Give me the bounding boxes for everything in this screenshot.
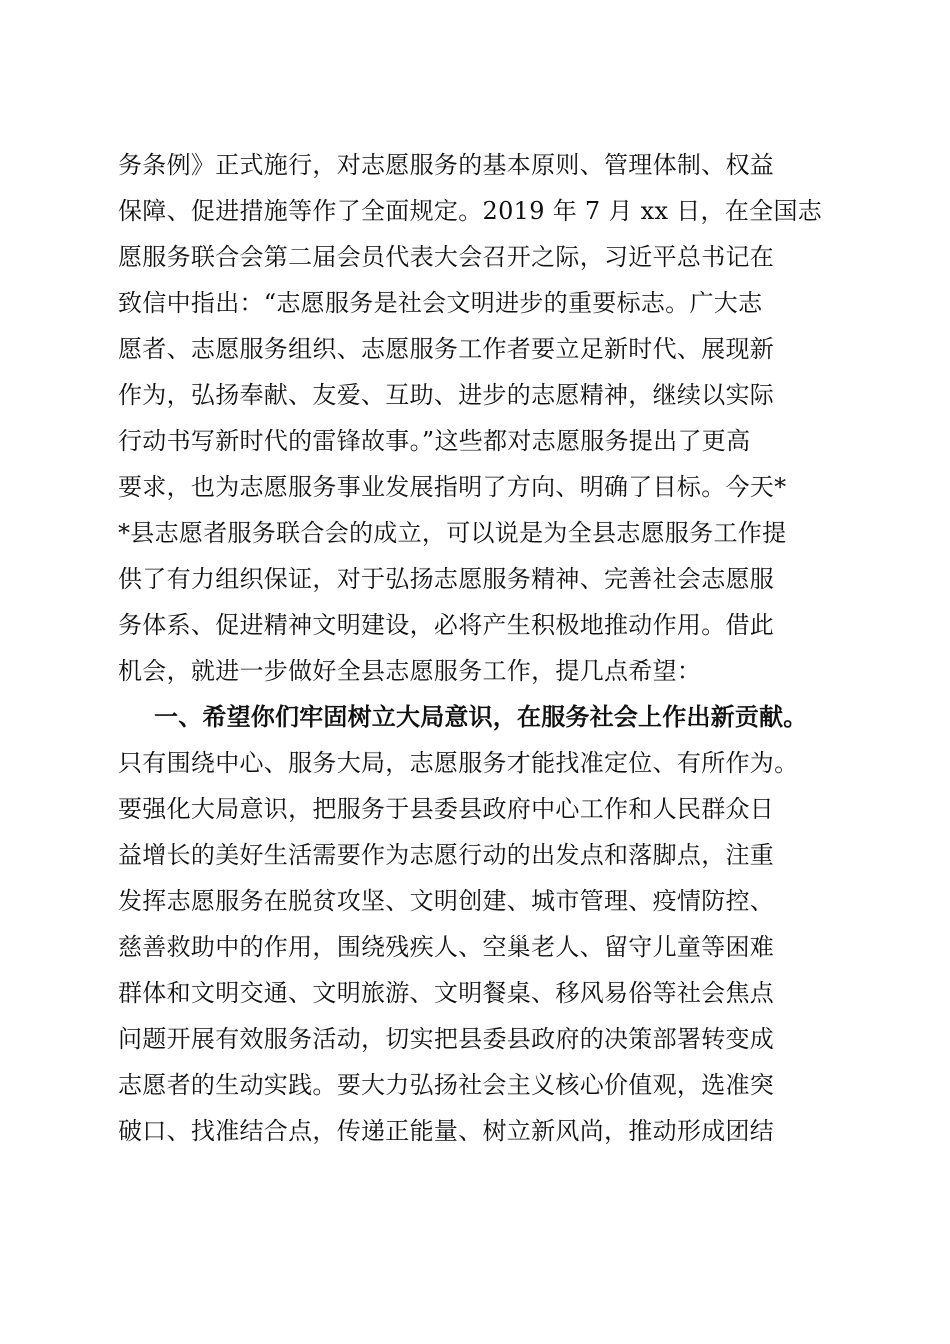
text-line: 慈善救助中的作用，围绕残疾人、空巢老人、留守儿童等困难 (118, 933, 775, 961)
text-line: 保障、促进措施等作了全面规定。2019 年 7 月 xx 日，在全国志 (118, 197, 823, 225)
text-line: 致信中指出：“志愿服务是社会文明进步的重要标志。广大志 (118, 289, 763, 317)
text-line: 要强化大局意识，把服务于县委县政府中心工作和人民群众日 (118, 795, 775, 823)
text-line: 群体和文明交通、文明旅游、文明餐桌、移风易俗等社会焦点 (118, 979, 775, 1007)
text-line: 破口、找准结合点，传递正能量、树立新风尚，推动形成团结 (118, 1117, 775, 1145)
document-body (118, 142, 838, 1154)
text-line: 要求，也为志愿服务事业发展指明了方向、明确了目标。今天* (118, 473, 787, 501)
text-line: 机会，就进一步做好全县志愿服务工作，提几点希望： (118, 657, 702, 685)
text-line: 供了有力组织保证，对于弘扬志愿服务精神、完善社会志愿服 (118, 565, 775, 593)
text-line: 只有围绕中心、服务大局，志愿服务才能找准定位、有所作为。 (118, 749, 799, 777)
text-line: 发挥志愿服务在脱贫攻坚、文明创建、城市管理、疫情防控、 (118, 887, 775, 915)
text-line: 问题开展有效服务活动，切实把县委县政府的决策部署转变成 (118, 1025, 775, 1053)
text-line: *县志愿者服务联合会的成立，可以说是为全县志愿服务工作提 (118, 519, 787, 547)
text-line: 愿者、志愿服务组织、志愿服务工作者要立足新时代、展现新 (118, 335, 775, 363)
text-line: 务体系、促进精神文明建设，必将产生积极地推动作用。借此 (118, 611, 775, 639)
text-line: 务条例》正式施行，对志愿服务的基本原则、管理体制、权益 (118, 151, 775, 179)
section-heading: 一、希望你们牢固树立大局意识，在服务社会上作出新贡献。 (154, 703, 808, 731)
text-line: 作为，弘扬奉献、友爱、互助、进步的志愿精神，继续以实际 (118, 381, 775, 409)
text-line: 益增长的美好生活需要作为志愿行动的出发点和落脚点，注重 (118, 841, 775, 869)
text-line: 愿服务联合会第二届会员代表大会召开之际，习近平总书记在 (118, 243, 775, 271)
text-line: 行动书写新时代的雷锋故事。”这些都对志愿服务提出了更高 (118, 427, 751, 455)
text-line: 志愿者的生动实践。要大力弘扬社会主义核心价值观，选准突 (118, 1071, 775, 1099)
